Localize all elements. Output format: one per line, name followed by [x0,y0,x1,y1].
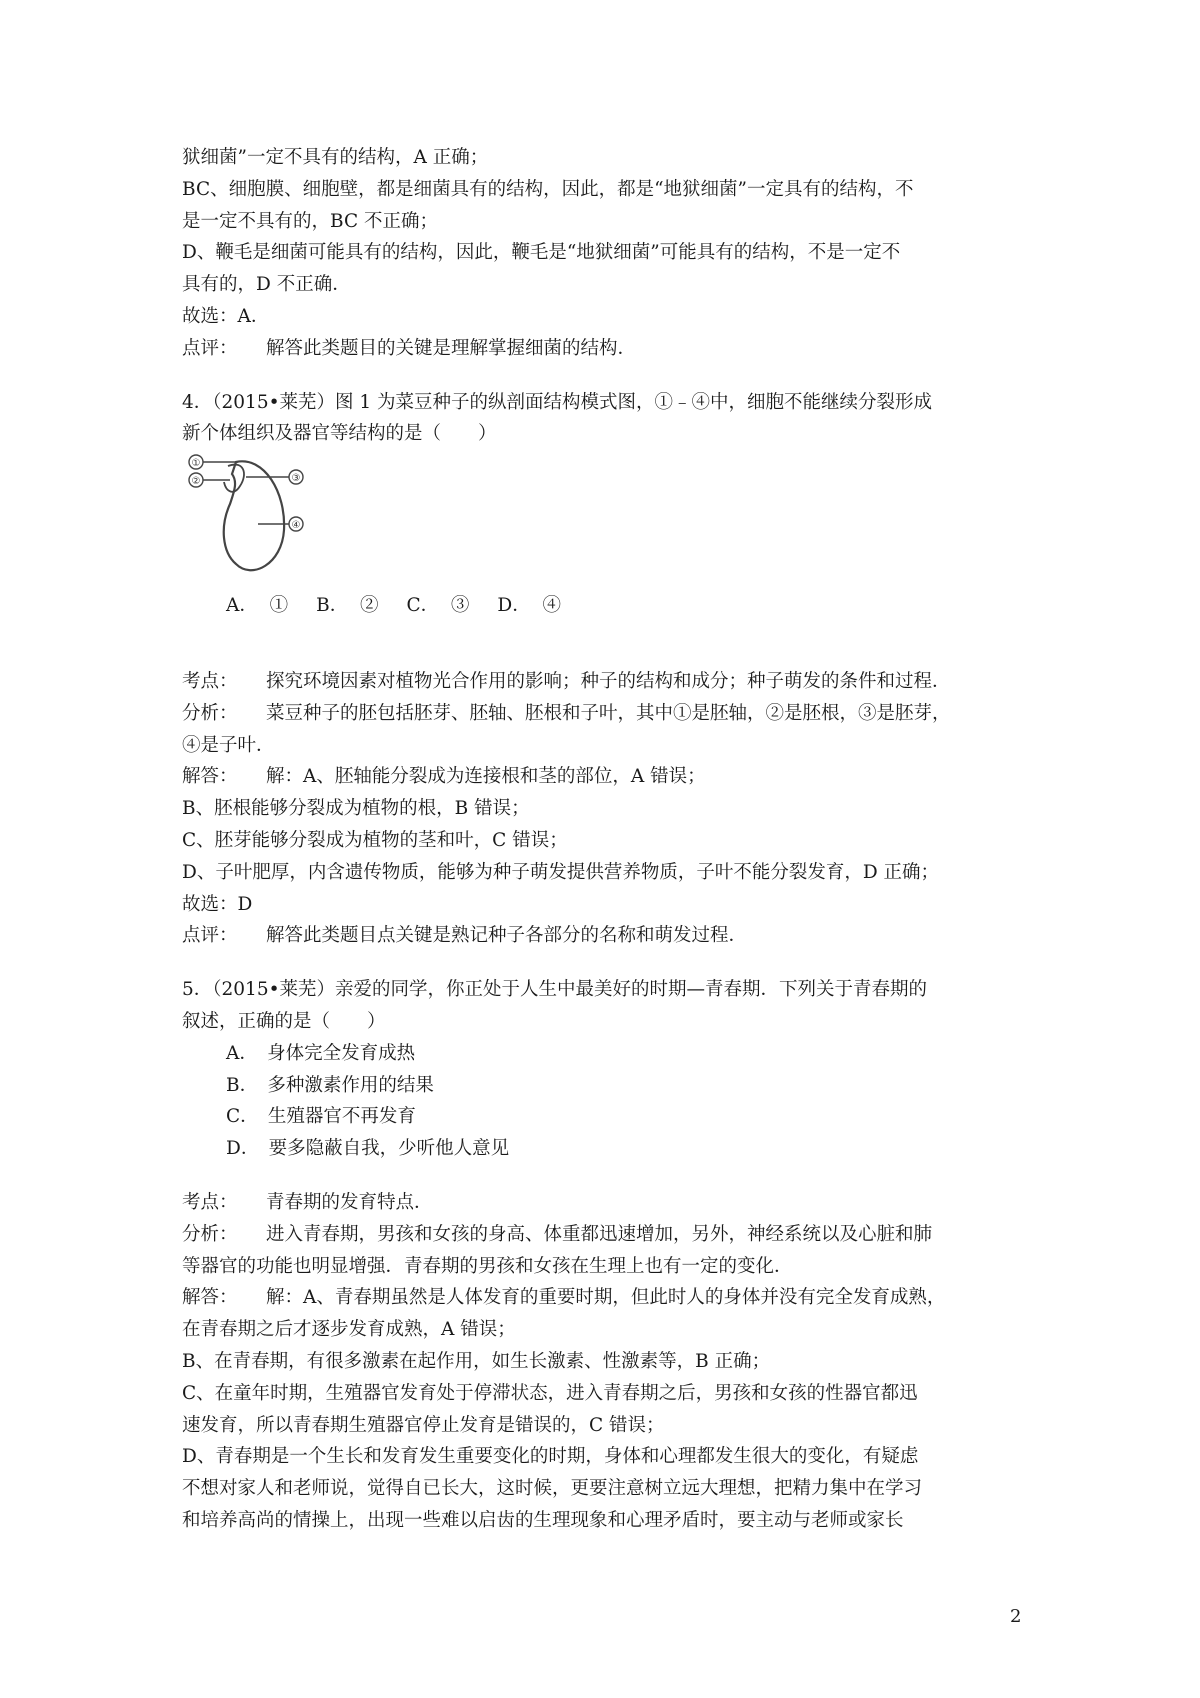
q4-fenxi: 分析： 菜豆种子的胚包括胚芽、胚轴、胚根和子叶，其中①是胚轴，②是胚根，③是胚芽， [182,702,951,724]
q4-kaodian: 考点： 探究环境因素对植物光合作用的影响；种子的结构和成分；种子萌发的条件和过程． [182,670,951,692]
bean-seed-figure [186,452,336,584]
q4-option-d: D． ④ [497,595,562,617]
comment-line [182,333,1044,365]
q4-options [182,590,1044,622]
q5-jieda: 解答： 解：A、青春期虽然是人体发育的重要时期，但此时人的身体并没有完全发育成熟， [182,1287,946,1309]
q4-fenxi-cont: ④是子叶． [182,734,275,756]
page-number: 2 [1010,1606,1022,1627]
q5-fenxi: 分析： 进入青春期，男孩和女孩的身高、体重都迅速增加，另外，神经系统以及心脏和肺 [182,1223,933,1245]
q5-stem-line: 5．（2015•莱芜）亲爱的同学，你正处于人生中最美好的时期—青春期．下列关于青春期的 [182,979,928,1001]
text-line: B、胚根能够分裂成为植物的根，B 错误； [182,798,530,820]
svg-text:①: ① [191,458,201,470]
text-line: 狱细菌”一定不具有的结构，A 正确； [182,147,489,168]
text-line: C、胚芽能够分裂成为植物的茎和叶，C 错误； [182,829,568,851]
text-line: 故选：A． [182,305,270,327]
svg-text:②: ② [191,476,201,488]
text-line: 速发育，所以青春期生殖器官停止发育是错误的，C 错误； [182,1414,665,1436]
comment-label: 点评： [182,337,238,359]
label-4 [258,517,303,531]
text-line: D、青春期是一个生长和发育发生重要变化的时期，身体和心理都发生很大的变化，有疑虑 [182,1446,919,1468]
comment-text: 解答此类题目的关键是理解掌握细菌的结构． [266,337,637,359]
q5-option-a: A． 身体完全发育成热 [226,1042,416,1064]
q4-stem-line: 新个体组织及器官等结构的是（ ） [182,423,497,445]
q4-jieda: 解答： 解：A、胚轴能分裂成为连接根和茎的部位，A 错误； [182,766,706,788]
q5-option-d: D． 要多隐蔽自我，少听他人意见 [226,1138,510,1160]
text-line: 不想对家人和老师说，觉得自已长大，这时候，更要注意树立远大理想，把精力集中在学习 [182,1478,923,1500]
q5-option-b: B． 多种激素作用的结果 [226,1074,434,1096]
q4-option-c: C． ③ [406,595,470,617]
text-line: B、在青春期，有很多激素在起作用，如生长激素、性激素等，B 正确； [182,1350,771,1372]
text-line: 是一定不具有的，BC 不正确； [182,210,438,232]
text-line: 和培养高尚的情操上，出现一些难以启齿的生理现象和心理矛盾时，要主动与老师或家长 [182,1509,904,1531]
text-line: D、鞭毛是细菌可能具有的结构，因此，鞭毛是“地狱细菌”可能具有的结构，不是一定不 [182,242,901,264]
q5-kaodian: 考点： 青春期的发育特点． [182,1191,433,1213]
q5-option-c: C． 生殖器官不再发育 [226,1106,416,1128]
label-3 [246,470,303,484]
label-1 [189,455,238,469]
q4-stem-line: 4．（2015•莱芜）图 1 为菜豆种子的纵剖面结构模式图，①﹣④中，细胞不能继续分裂形成 [182,391,933,413]
q5-jieda-cont: 在青春期之后才逐步发育成熟，A 错误； [182,1319,516,1341]
q4-dianping: 点评： 解答此类题目点关键是熟记种子各部分的名称和萌发过程． [182,925,748,947]
q5-stem-line: 叙述，正确的是（ ） [182,1010,386,1032]
text-line: 具有的，D 不正确． [182,274,351,296]
page-body [182,142,1044,1537]
q4-option-b: B． ② [316,595,379,617]
q4-option-a: A． ① [226,595,289,617]
svg-text:③: ③ [291,473,301,485]
text-line: D、子叶肥厚，内含遗传物质，能够为种子萌发提供营养物质，子叶不能分裂发育，D 正确； [182,861,940,883]
q5-fenxi-cont: 等器官的功能也明显增强．青春期的男孩和女孩在生理上也有一定的变化． [182,1255,793,1277]
text-line: 故选：D [182,893,253,915]
text-line: C、在童年时期，生殖器官发育处于停滞状态，进入青春期之后，男孩和女孩的性器官都迅 [182,1382,918,1404]
text-line: BC、细胞膜、细胞壁，都是细菌具有的结构，因此，都是“地狱细菌”一定具有的结构，不 [182,178,914,200]
svg-text:④: ④ [291,520,301,532]
